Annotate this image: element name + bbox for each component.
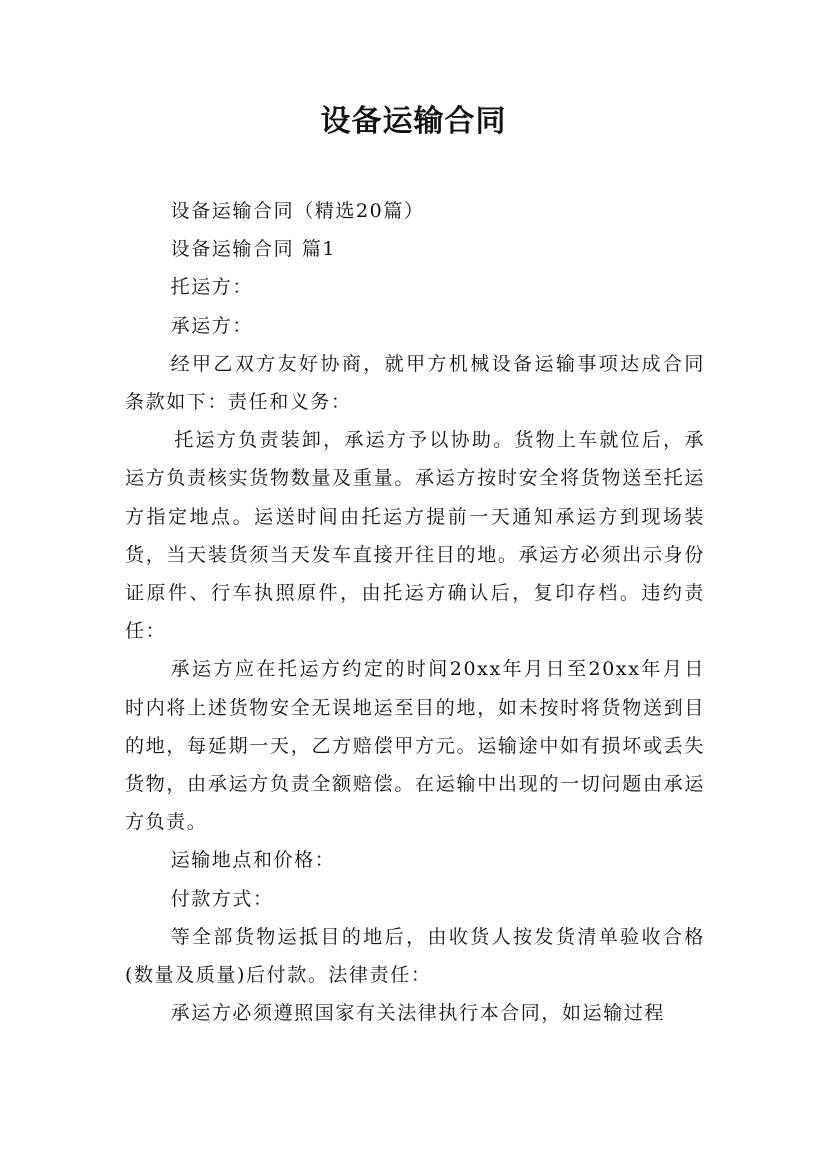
paragraph-payment-method: 付款方式： <box>170 887 274 910</box>
paragraph-responsibilities: 托运方负责装卸，承运方予以协助。货物上车就位后，承运方负责核实货物数量及重量。承运方按时安全将货物送至托运方指定地点。运送时间由托运方提前一天通知承运方到现场装货，当天装货须当天发车直接开往目的地。承运方必须出示身份证原件、行车执照原件，由托运方确认后，复印存档。违约责任： <box>125 429 705 643</box>
paragraph-carrier: 承运方： <box>170 314 253 337</box>
paragraph-location-price: 运输地点和价格： <box>170 849 336 872</box>
paragraph-agreement-intro: 经甲乙双方友好协商，就甲方机械设备运输事项达成合同条款如下：责任和义务： <box>125 352 705 414</box>
paragraph-shipper: 托运方： <box>170 276 253 299</box>
paragraph-legal-liability: 承运方必须遵照国家有关法律执行本合同，如运输过程 <box>170 1002 665 1025</box>
paragraph-section-heading: 设备运输合同 篇1 <box>170 238 337 261</box>
paragraph-subtitle: 设备运输合同（精选20篇） <box>170 200 425 222</box>
document-title: 设备运输合同 <box>320 104 507 139</box>
paragraph-liability: 承运方应在托运方约定的时间20xx年月日至20xx年月日时内将上述货物安全无误地运至目的地，如未按时将货物送到目的地，每延期一天，乙方赔偿甲方元。运输途中如有损坏或丢失货物，由承运方负责全额赔偿。在运输中出现的一切问题由承运方负责。 <box>125 658 705 834</box>
paragraph-payment-terms: 等全部货物运抵目的地后，由收货人按发货清单验收合格(数量及质量)后付款。法律责任： <box>125 925 705 987</box>
document-body <box>125 192 705 1032</box>
